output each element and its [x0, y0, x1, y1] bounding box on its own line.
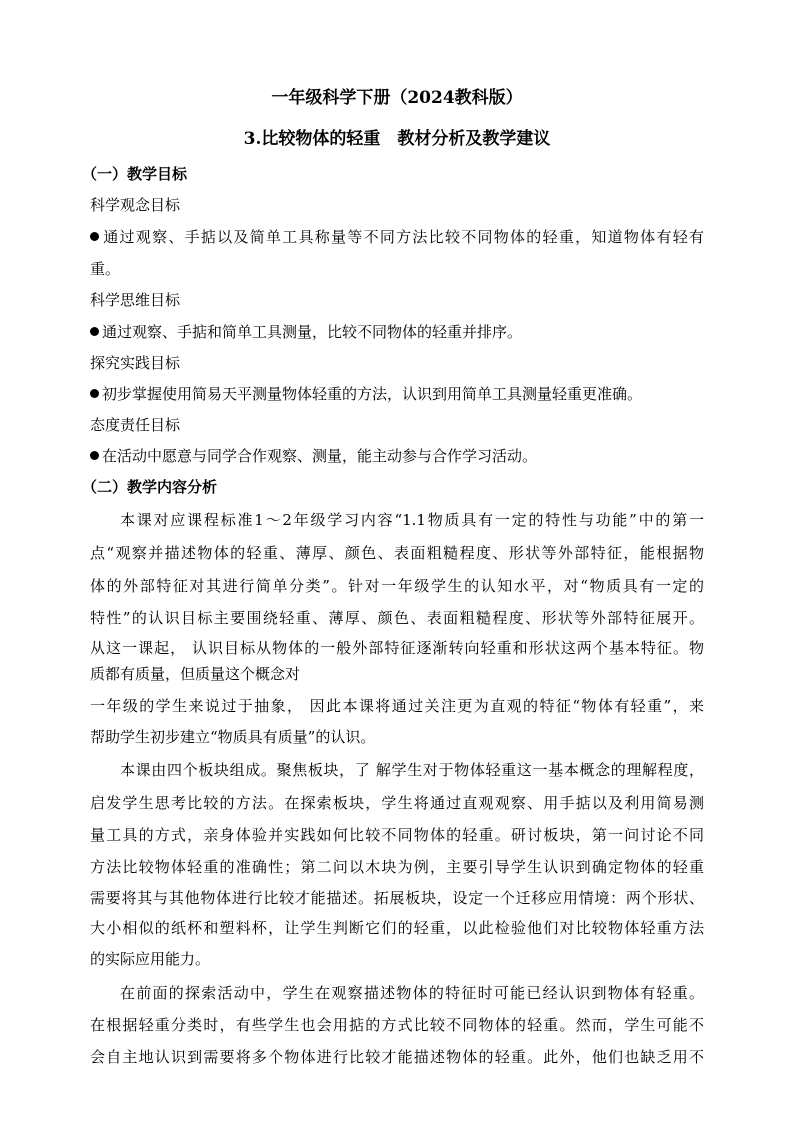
paragraph-line: 的实际应用能力。 [90, 950, 211, 968]
paragraph-line: 会自主地认识到需要将多个物体进行比较才能描述物体的轻重。此外，他们也缺乏用不 [90, 1048, 704, 1066]
paragraph-line: 体的外部特征对其进行简单分类”。针对一年级学生的认知水平，对“物质具有一定的 [90, 577, 704, 595]
bullet-icon [90, 451, 99, 460]
goal-item-inquiry-practice: 初步掌握使用简易天平测量物体轻重的方法，认识到用简单工具测量轻重更准确。 [90, 384, 704, 404]
goal-label-attitude-responsibility: 态度责任目标 [90, 416, 181, 434]
paragraph-line: 启发学生思考比较的方法。在探索板块，学生将通过直观观察、用手掂以及利用简易测 [90, 794, 704, 812]
paragraph-line: 在根据轻重分类时，有些学生也会用掂的方式比较不同物体的轻重。然而，学生可能不 [90, 1016, 704, 1034]
goal-item-attitude-responsibility: 在活动中愿意与同学合作观察、测量，能主动参与合作学习活动。 [90, 446, 704, 466]
paragraph-line: 在前面的探索活动中，学生在观察描述物体的特征时可能已经认识到物体有轻重。 [120, 984, 704, 1002]
goal-label-science-concept: 科学观念目标 [90, 196, 181, 214]
paragraph-line: 本课对应课程标准1～2年级学习内容“1.1物质具有一定的特性与功能”中的第一 [120, 511, 704, 529]
bullet-icon [90, 327, 99, 336]
paragraph-line: 帮助学生初步建立“物质具有质量”的认识。 [90, 728, 376, 746]
goal-item-science-thinking: 通过观察、手掂和简单工具测量，比较不同物体的轻重并排序。 [90, 322, 704, 342]
paragraph-line: 一年级的学生来说过于抽象， 因此本课将通过关注更为直观的特征“物体有轻重”，来 [90, 697, 704, 715]
paragraph-line: 本课由四个板块组成。聚焦板块，了 解学生对于物体轻重这一基本概念的理解程度， [120, 761, 704, 779]
goal-item-science-concept: 通过观察、手掂以及简单工具称量等不同方法比较不同物体的轻重，知道物体有轻有 [90, 227, 704, 247]
paragraph-line: 特性”的认识目标主要围绕轻重、薄厚、颜色、表面粗糙程度、形状等外部特征展开。 [90, 609, 704, 627]
bullet-icon [90, 389, 99, 398]
paragraph-line: 大小相似的纸杯和塑料杯，让学生判断它们的轻重，以此检验他们对比较物体轻重方法 [90, 919, 704, 937]
lesson-title: 3.比较物体的轻重 教材分析及教学建议 [243, 129, 551, 149]
goal-label-science-thinking: 科学思维目标 [90, 291, 181, 309]
paragraph-line: 从这一课起， 认识目标从物体的一般外部特征逐渐转向轻重和形状这两个基本特征。物 [90, 639, 704, 657]
bullet-icon [90, 232, 99, 241]
paragraph-line: 方法比较物体轻重的准确性；第二问以木块为例，主要引导学生认识到确定物体的轻重 [90, 858, 704, 876]
paragraph-line: 量工具的方式，亲身体验并实践如何比较不同物体的轻重。研讨板块，第一问讨论不同 [90, 826, 704, 844]
book-title: 一年级科学下册（2024教科版） [271, 88, 523, 108]
goal-item-science-concept-cont: 重。 [90, 260, 121, 278]
goal-label-inquiry-practice: 探究实践目标 [90, 354, 181, 372]
section-heading-content-analysis: （二）教学内容分析 [82, 478, 218, 496]
paragraph-line: 需要将其与其他物体进行比较才能描述。拓展板块，设定一个迁移应用情境：两个形状、 [90, 889, 704, 907]
paragraph-line: 质都有质量，但质量这个概念对 [90, 665, 301, 683]
section-heading-teaching-goals: （一）教学目标 [82, 165, 188, 183]
paragraph-line: 点“观察并描述物体的轻重、薄厚、颜色、表面粗糙程度、形状等外部特征，能根据物 [90, 544, 704, 562]
